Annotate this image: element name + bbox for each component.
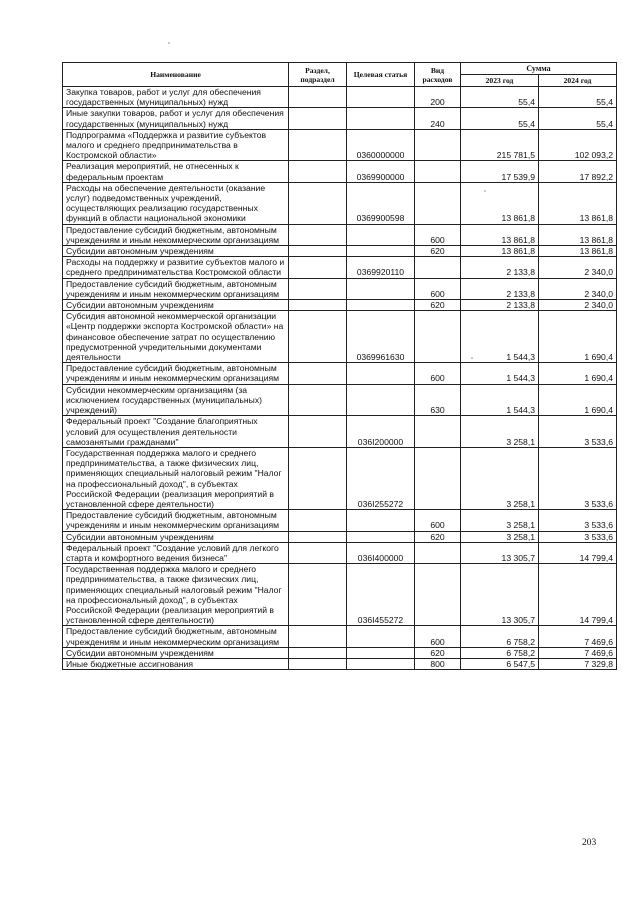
row-section: [289, 510, 347, 531]
row-name: Субсидии автономным учреждениям: [63, 647, 289, 658]
row-type: [415, 447, 461, 509]
row-section: [289, 224, 347, 245]
row-name: Федеральный проект "Создание благоприятных условий для осуществления деятельности самозанятыми гражданами": [63, 416, 289, 448]
table-row: [63, 510, 617, 531]
row-value-2024: 14 799,4: [539, 564, 617, 626]
row-section: [289, 257, 347, 278]
row-name: Иные закупки товаров, работ и услуг для обеспечения государственных (муниципальных) нужд: [63, 108, 289, 129]
table-body: [63, 87, 617, 670]
row-type: 240: [415, 108, 461, 129]
row-value-2024: 2 340,0: [539, 300, 617, 311]
row-value-2023: 13 305,7: [461, 542, 539, 563]
header-section: Раздел, подраздел: [289, 63, 347, 87]
header-sum: Сумма: [461, 63, 617, 75]
row-target: [347, 363, 415, 384]
row-target: 036I455272: [347, 564, 415, 626]
table-row: [63, 278, 617, 299]
header-year-2024: 2024 год: [539, 75, 617, 87]
row-name: Предоставление субсидий бюджетным, автономным учреждениям и иным некоммерческим организациям: [63, 363, 289, 384]
row-type: 620: [415, 647, 461, 658]
table-row: [63, 542, 617, 563]
row-value-2024: 7 329,8: [539, 658, 617, 669]
row-target: 0360000000: [347, 129, 415, 161]
row-target: [347, 246, 415, 257]
row-type: [415, 129, 461, 161]
row-name: Расходы на поддержку и развитие субъектов малого и среднего предпринимательства Костромской области: [63, 257, 289, 278]
row-value-2024: 102 093,2: [539, 129, 617, 161]
row-value-2023: 6 758,2: [461, 626, 539, 647]
table-row: [63, 108, 617, 129]
row-value-2024: 55,4: [539, 108, 617, 129]
row-section: [289, 384, 347, 416]
row-target: 036I400000: [347, 542, 415, 563]
budget-table: [62, 62, 617, 670]
row-type: 600: [415, 278, 461, 299]
row-value-2023: 3 258,1: [461, 416, 539, 448]
row-section: [289, 416, 347, 448]
page-number: 203: [582, 838, 597, 848]
row-name: Субсидия автономной некоммерческой организации «Центр поддержки экспорта Костромской области» на финансовое обеспечение затрат по осуществлению предусмотренной учредительными документами деятельности: [63, 311, 289, 363]
row-name: Предоставление субсидий бюджетным, автономным учреждениям и иным некоммерческим организациям: [63, 626, 289, 647]
row-value-2023: 1 544,3: [461, 311, 539, 363]
header-name: Наименование: [63, 63, 289, 87]
row-type: [415, 182, 461, 224]
row-name: Субсидии автономным учреждениям: [63, 246, 289, 257]
row-value-2024: 14 799,4: [539, 542, 617, 563]
row-value-2023: 2 133,8: [461, 257, 539, 278]
row-value-2023: 13 861,8: [461, 182, 539, 224]
row-type: 630: [415, 384, 461, 416]
row-name: Закупка товаров, работ и услуг для обеспечения государственных (муниципальных) нужд: [63, 87, 289, 108]
row-type: [415, 257, 461, 278]
row-name: Предоставление субсидий бюджетным, автономным учреждениям и иным некоммерческим организациям: [63, 510, 289, 531]
row-type: [415, 564, 461, 626]
row-type: 600: [415, 510, 461, 531]
table-row: [63, 87, 617, 108]
row-target: 036I255272: [347, 447, 415, 509]
header-year-2023: 2023 год: [461, 75, 539, 87]
row-section: [289, 542, 347, 563]
row-type: [415, 161, 461, 182]
row-name: Субсидии некоммерческим организациям (за исключением государственных (муниципальных) учреждений): [63, 384, 289, 416]
table-row: [63, 129, 617, 161]
row-section: [289, 564, 347, 626]
table-row: [63, 447, 617, 509]
row-section: [289, 129, 347, 161]
row-value-2023: 6 758,2: [461, 647, 539, 658]
row-value-2023: 215 781,5: [461, 129, 539, 161]
table-row: [63, 384, 617, 416]
row-value-2023: 1 544,3: [461, 384, 539, 416]
row-value-2023: 3 258,1: [461, 531, 539, 542]
row-type: [415, 542, 461, 563]
row-name: Подпрограмма «Поддержка и развитие субъектов малого и среднего предпринимательства в Костромской области»: [63, 129, 289, 161]
table-row: [63, 647, 617, 658]
row-name: Государственная поддержка малого и среднего предпринимательства, а также физических лиц, применяющих специальный налоговый режим "Налог на профессиональный доход", в субъектах Российской Федерации (реализация мероприятий в установленной сфере деятельности): [63, 564, 289, 626]
row-value-2024: 3 533,6: [539, 416, 617, 448]
row-section: [289, 161, 347, 182]
row-value-2024: 7 469,6: [539, 647, 617, 658]
row-target: [347, 224, 415, 245]
row-type: 600: [415, 363, 461, 384]
row-target: [347, 87, 415, 108]
row-name: Реализация мероприятий, не отнесенных к федеральным проектам: [63, 161, 289, 182]
header-type: Вид расходов: [415, 63, 461, 87]
row-section: [289, 363, 347, 384]
row-target: [347, 108, 415, 129]
row-value-2024: 13 861,8: [539, 224, 617, 245]
table-row: [63, 224, 617, 245]
row-section: [289, 246, 347, 257]
row-target: [347, 658, 415, 669]
row-type: 620: [415, 300, 461, 311]
table-row: [63, 311, 617, 363]
row-value-2024: 2 340,0: [539, 257, 617, 278]
row-value-2024: 1 690,4: [539, 384, 617, 416]
budget-table-wrapper: [62, 62, 616, 670]
row-value-2023: 13 305,7: [461, 564, 539, 626]
table-row: [63, 626, 617, 647]
row-value-2024: 1 690,4: [539, 363, 617, 384]
row-value-2023: 3 258,1: [461, 447, 539, 509]
row-target: [347, 626, 415, 647]
row-value-2023: 6 547,5: [461, 658, 539, 669]
row-section: [289, 447, 347, 509]
table-row: [63, 246, 617, 257]
row-value-2024: 2 340,0: [539, 278, 617, 299]
row-target: [347, 384, 415, 416]
row-target: 036I200000: [347, 416, 415, 448]
table-row: [63, 182, 617, 224]
row-type: [415, 311, 461, 363]
row-name: Иные бюджетные ассигнования: [63, 658, 289, 669]
row-name: Государственная поддержка малого и среднего предпринимательства, а также физических лиц, применяющих специальный налоговый режим "Налог на профессиональный доход", в субъектах Российской Федерации (реализация мероприятий в установленной сфере деятельности): [63, 447, 289, 509]
row-type: [415, 416, 461, 448]
row-section: [289, 87, 347, 108]
table-row: [63, 161, 617, 182]
row-value-2023: 13 861,8: [461, 224, 539, 245]
row-section: [289, 278, 347, 299]
row-value-2023: 55,4: [461, 108, 539, 129]
row-target: [347, 647, 415, 658]
row-type: 800: [415, 658, 461, 669]
row-value-2023: 55,4: [461, 87, 539, 108]
row-section: [289, 311, 347, 363]
row-value-2023: 1 544,3: [461, 363, 539, 384]
row-value-2023: 2 133,8: [461, 278, 539, 299]
row-name: Предоставление субсидий бюджетным, автономным учреждениям и иным некоммерческим организациям: [63, 278, 289, 299]
row-type: 600: [415, 626, 461, 647]
row-name: Субсидии автономным учреждениям: [63, 531, 289, 542]
table-row: [63, 363, 617, 384]
row-value-2024: 17 892,2: [539, 161, 617, 182]
row-section: [289, 182, 347, 224]
row-name: Расходы на обеспечение деятельности (оказание услуг) подведомственных учреждений, осуществляющих реализацию государственных функций в области национальной экономики: [63, 182, 289, 224]
row-value-2024: 1 690,4: [539, 311, 617, 363]
row-value-2023: 2 133,8: [461, 300, 539, 311]
row-value-2023: 13 861,8: [461, 246, 539, 257]
table-row: [63, 658, 617, 669]
row-target: 0369920110: [347, 257, 415, 278]
row-target: [347, 300, 415, 311]
row-value-2024: 55,4: [539, 87, 617, 108]
row-target: 0369900598: [347, 182, 415, 224]
row-value-2024: 3 533,6: [539, 531, 617, 542]
row-type: 620: [415, 531, 461, 542]
row-target: 0369961630: [347, 311, 415, 363]
table-row: [63, 416, 617, 448]
row-target: [347, 278, 415, 299]
row-section: [289, 647, 347, 658]
row-value-2024: 3 533,6: [539, 447, 617, 509]
row-name: Предоставление субсидий бюджетным, автономным учреждениям и иным некоммерческим организациям: [63, 224, 289, 245]
row-section: [289, 658, 347, 669]
row-section: [289, 626, 347, 647]
table-row: [63, 564, 617, 626]
row-section: [289, 531, 347, 542]
row-type: 620: [415, 246, 461, 257]
row-section: [289, 300, 347, 311]
row-value-2023: 3 258,1: [461, 510, 539, 531]
header-target: Целевая статья: [347, 63, 415, 87]
row-value-2024: 7 469,6: [539, 626, 617, 647]
row-value-2024: 13 861,8: [539, 246, 617, 257]
row-type: 600: [415, 224, 461, 245]
table-row: [63, 531, 617, 542]
table-row: [63, 300, 617, 311]
row-name: Субсидии автономным учреждениям: [63, 300, 289, 311]
row-value-2024: 13 861,8: [539, 182, 617, 224]
row-name: Федеральный проект "Создание условий для легкого старта и комфортного ведения бизнеса": [63, 542, 289, 563]
row-section: [289, 108, 347, 129]
row-type: 200: [415, 87, 461, 108]
row-target: [347, 510, 415, 531]
row-target: [347, 531, 415, 542]
row-target: 0369900000: [347, 161, 415, 182]
table-row: [63, 257, 617, 278]
row-value-2023: 17 539,9: [461, 161, 539, 182]
row-value-2024: 3 533,6: [539, 510, 617, 531]
